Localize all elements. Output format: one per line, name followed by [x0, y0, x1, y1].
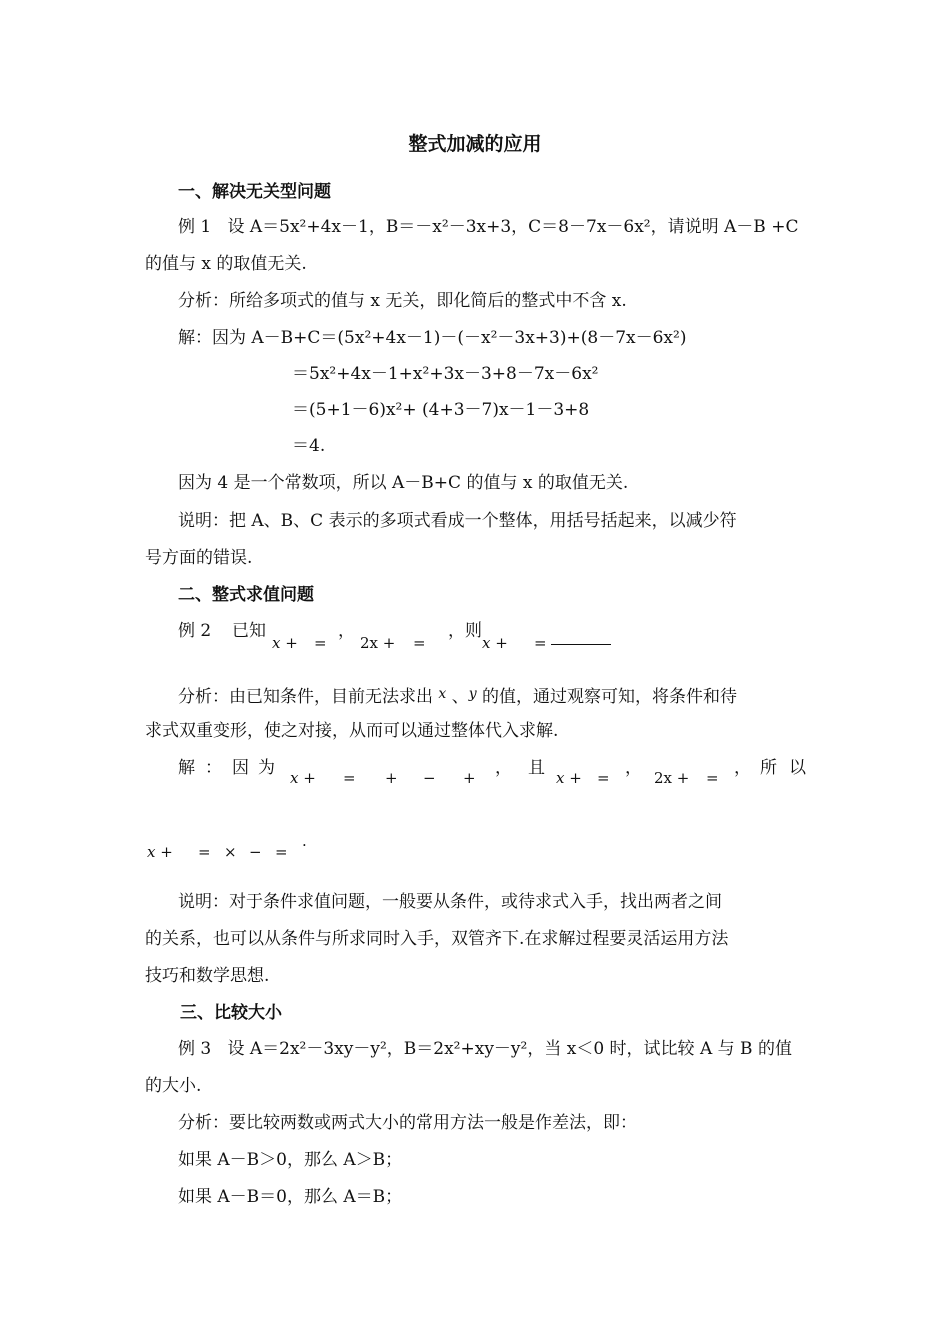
ex3-label: 例 3 — [178, 1039, 212, 1059]
ex2-eq-2: = — [413, 634, 426, 652]
ex2-sol-eq2: = — [597, 769, 610, 787]
ex2-sol-2x: 2x + — [654, 769, 690, 787]
answer-blank — [551, 643, 611, 645]
ex2-sol-yin: 因 — [232, 758, 249, 778]
ex1-solution-2: ＝5x²+4x－1+x²+3x－3+8－7x－6x² — [292, 364, 599, 384]
ex2-note-2: 的关系，也可以从条件与所求同时入手，双管齐下.在求解过程要灵活运用方法 — [145, 929, 729, 949]
ex2-sol-comma-1: ， — [495, 758, 512, 778]
ex2-sol-minus: − — [423, 769, 436, 787]
ex2-eq-1: = — [314, 634, 327, 652]
ex2-result-times: × — [224, 843, 237, 861]
ex2-sol-jie: 解 — [178, 758, 195, 778]
ex1-line1 — [178, 216, 798, 238]
ex2-comma: ， — [338, 621, 355, 641]
section2-heading: 二、整式求值问题 — [178, 585, 314, 605]
ex2-sol-comma-2: ， — [625, 758, 642, 778]
ex1-solution-1: 解：因为 A－B+C＝(5x²+4x－1)－(－x²－3x+3)+(8－7x－6x²) — [178, 328, 687, 348]
ex2-sol-wei: 为 — [258, 758, 275, 778]
ex3-line1 — [178, 1038, 792, 1060]
ex2-result-x: x + — [147, 843, 173, 861]
ex2-sol-qie: 且 — [528, 758, 545, 778]
ex1-solution-4: ＝4. — [292, 436, 326, 456]
ex2-result-eq: = — [198, 843, 211, 861]
ex2-expr-3: x + — [482, 634, 508, 652]
section3-heading: 三、比较大小 — [180, 1003, 282, 1023]
ex2-sol-x: x + — [290, 769, 316, 787]
ex2-known: 已知 — [232, 621, 266, 641]
ex2-sol-yi: 以 — [789, 758, 806, 778]
ex1-label: 例 1 — [178, 217, 212, 237]
section1-heading: 一、解决无关型问题 — [178, 182, 331, 202]
ex2-eq-3: = — [534, 634, 611, 652]
ex1-analysis: 分析：所给多项式的值与 x 无关，即化简后的整式中不含 x. — [178, 291, 627, 311]
ex2-result-eq2: = — [275, 843, 288, 861]
ex1-line2: 的值与 x 的取值无关. — [145, 254, 307, 274]
ex2-analysis-1: 分析：由已知条件，目前无法求出 $^x$ 、$^y$ 的值，通过观察可知，将条件和待 — [178, 686, 738, 707]
ex2-expr-1: x + — [272, 634, 298, 652]
ex2-sol-eq3: = — [706, 769, 719, 787]
ex2-then: ，则 — [448, 621, 482, 641]
ex1-conclusion: 因为 4 是一个常数项，所以 A－B+C 的值与 x 的取值无关. — [178, 473, 629, 493]
ex2-result-minus: − — [249, 843, 262, 861]
ex2-note-1: 说明：对于条件求值问题，一般要从条件，或待求式入手，找出两者之间 — [178, 892, 722, 912]
page-title: 整式加减的应用 — [408, 133, 542, 155]
ex2-sol-x2: x + — [556, 769, 582, 787]
ex1-note-1: 说明：把 A、B、C 表示的多项式看成一个整体，用括号括起来，以减少符 — [178, 511, 737, 531]
ex2-sol-eq: = — [343, 769, 356, 787]
ex1-solution-3: ＝(5+1－6)x²+ (4+3－7)x－1－3+8 — [292, 400, 590, 420]
ex2-sol-colon: ： — [205, 758, 222, 778]
ex2-sol-comma-3: ， — [734, 758, 751, 778]
ex2-expr-2: 2x + — [360, 634, 396, 652]
ex2-label: 例 2 — [178, 621, 212, 641]
ex1-text: 设 A＝5x²+4x－1，B＝－x²－3x+3，C＝8－7x－6x²，请说明 A－B +C — [227, 217, 799, 237]
ex2-sol-plus-2: + — [463, 769, 476, 787]
ex3-line2: 的大小. — [145, 1076, 202, 1096]
ex1-note-2: 号方面的错误. — [145, 548, 253, 568]
ex3-analysis: 分析：要比较两数或两式大小的常用方法一般是作差法，即： — [178, 1113, 637, 1133]
ex3-case-1: 如果 A－B＞0，那么 A＞B； — [178, 1150, 403, 1170]
ex2-analysis-2: 求式双重变形，使之对接，从而可以通过整体代入求解. — [145, 721, 559, 741]
ex2-sol-suo: 所 — [760, 758, 777, 778]
ex3-case-2: 如果 A－B＝0，那么 A＝B； — [178, 1187, 403, 1207]
ex2-sol-plus-1: + — [385, 769, 398, 787]
ex3-text: 设 A＝2x²－3xy－y²，B＝2x²+xy－y²，当 x＜0 时，试比较 A 与 B 的值 — [227, 1039, 792, 1059]
ex2-note-3: 技巧和数学思想. — [145, 966, 270, 986]
ex2-result-dot: · — [302, 836, 307, 854]
